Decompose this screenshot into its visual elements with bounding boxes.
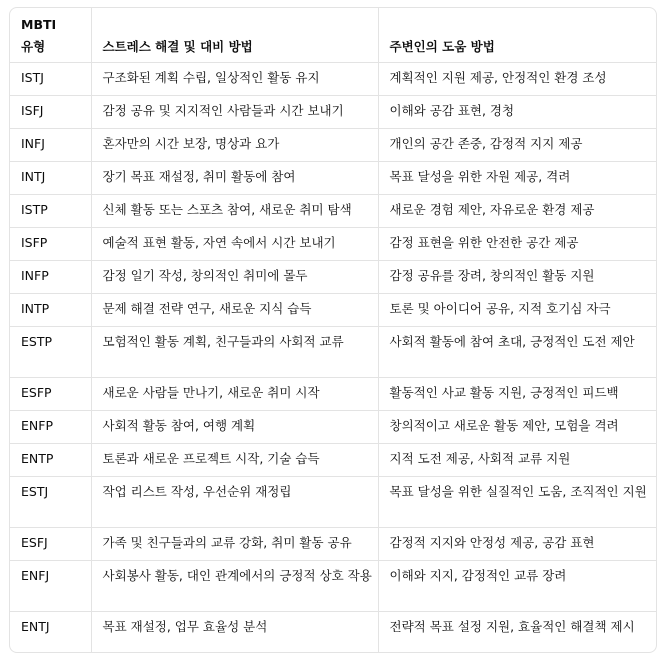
table-row	[10, 327, 656, 378]
cell-mbti-type: INFJ	[10, 129, 91, 162]
header-row	[10, 8, 656, 63]
cell-stress-method: 구조화된 계획 수립, 일상적인 활동 유지	[91, 63, 378, 96]
cell-stress-method: 감정 일기 작성, 창의적인 취미에 몰두	[91, 261, 378, 294]
cell-mbti-type: ISFP	[10, 228, 91, 261]
header-helper-methods: 주변인의 도움 방법	[378, 8, 656, 63]
mbti-table-container	[9, 7, 657, 653]
cell-helper-method: 새로운 경험 제안, 자유로운 환경 제공	[378, 195, 656, 228]
table-row	[10, 162, 656, 195]
cell-mbti-type: ENFP	[10, 411, 91, 444]
table-row	[10, 261, 656, 294]
cell-helper-method: 사회적 활동에 참여 초대, 긍정적인 도전 제안	[378, 327, 656, 378]
mbti-stress-table	[10, 8, 656, 653]
cell-stress-method: 예술적 표현 활동, 자연 속에서 시간 보내기	[91, 228, 378, 261]
table-row	[10, 129, 656, 162]
cell-mbti-type: ENTJ	[10, 612, 91, 654]
cell-helper-method: 이해와 공감 표현, 경청	[378, 96, 656, 129]
cell-helper-method: 이해와 지지, 감정적인 교류 장려	[378, 561, 656, 612]
cell-mbti-type: ESTJ	[10, 477, 91, 528]
cell-mbti-type: ESFJ	[10, 528, 91, 561]
table-row	[10, 378, 656, 411]
cell-helper-method: 감정 표현을 위한 안전한 공간 제공	[378, 228, 656, 261]
cell-stress-method: 혼자만의 시간 보장, 명상과 요가	[91, 129, 378, 162]
table-row	[10, 411, 656, 444]
table-header	[10, 8, 656, 63]
table-row	[10, 228, 656, 261]
cell-helper-method: 감정적 지지와 안정성 제공, 공감 표현	[378, 528, 656, 561]
cell-mbti-type: ENTP	[10, 444, 91, 477]
cell-helper-method: 목표 달성을 위한 실질적인 도움, 조직적인 지원	[378, 477, 656, 528]
cell-stress-method: 신체 활동 또는 스포츠 참여, 새로운 취미 탐색	[91, 195, 378, 228]
cell-helper-method: 토론 및 아이디어 공유, 지적 호기심 자극	[378, 294, 656, 327]
table-row	[10, 195, 656, 228]
cell-mbti-type: ISFJ	[10, 96, 91, 129]
cell-stress-method: 목표 재설정, 업무 효율성 분석	[91, 612, 378, 654]
cell-stress-method: 가족 및 친구들과의 교류 강화, 취미 활동 공유	[91, 528, 378, 561]
cell-mbti-type: ISTP	[10, 195, 91, 228]
cell-mbti-type: ESFP	[10, 378, 91, 411]
header-mbti-type: MBTI 유형	[10, 8, 91, 63]
table-row	[10, 444, 656, 477]
table-row	[10, 528, 656, 561]
cell-mbti-type: INTJ	[10, 162, 91, 195]
cell-stress-method: 사회봉사 활동, 대인 관계에서의 긍정적 상호 작용	[91, 561, 378, 612]
cell-helper-method: 계획적인 지원 제공, 안정적인 환경 조성	[378, 63, 656, 96]
cell-helper-method: 감정 공유를 장려, 창의적인 활동 지원	[378, 261, 656, 294]
cell-helper-method: 목표 달성을 위한 자원 제공, 격려	[378, 162, 656, 195]
cell-helper-method: 창의적이고 새로운 활동 제안, 모험을 격려	[378, 411, 656, 444]
cell-mbti-type: INFP	[10, 261, 91, 294]
cell-stress-method: 토론과 새로운 프로젝트 시작, 기술 습득	[91, 444, 378, 477]
cell-stress-method: 작업 리스트 작성, 우선순위 재정립	[91, 477, 378, 528]
cell-mbti-type: ENFJ	[10, 561, 91, 612]
cell-stress-method: 장기 목표 재설정, 취미 활동에 참여	[91, 162, 378, 195]
cell-mbti-type: ISTJ	[10, 63, 91, 96]
cell-helper-method: 활동적인 사교 활동 지원, 긍정적인 피드백	[378, 378, 656, 411]
cell-stress-method: 사회적 활동 참여, 여행 계획	[91, 411, 378, 444]
cell-stress-method: 감정 공유 및 지지적인 사람들과 시간 보내기	[91, 96, 378, 129]
cell-helper-method: 전략적 목표 설정 지원, 효율적인 해결책 제시	[389, 619, 635, 634]
table-row	[10, 477, 656, 528]
header-stress-methods: 스트레스 해결 및 대비 방법	[91, 8, 378, 63]
table-row	[10, 294, 656, 327]
cell-stress-method: 모험적인 활동 계획, 친구들과의 사회적 교류	[91, 327, 378, 378]
cell-helper-method: 개인의 공간 존중, 감정적 지지 제공	[378, 129, 656, 162]
table-row	[10, 561, 656, 612]
table-body	[10, 63, 656, 654]
cell-helper-method: 지적 도전 제공, 사회적 교류 지원	[378, 444, 656, 477]
table-row	[10, 612, 656, 654]
table-row	[10, 96, 656, 129]
cell-stress-method: 문제 해결 전략 연구, 새로운 지식 습득	[91, 294, 378, 327]
table-row	[10, 63, 656, 96]
cell-mbti-type: INTP	[10, 294, 91, 327]
cell-stress-method: 새로운 사람들 만나기, 새로운 취미 시작	[91, 378, 378, 411]
cell-mbti-type: ESTP	[10, 327, 91, 378]
